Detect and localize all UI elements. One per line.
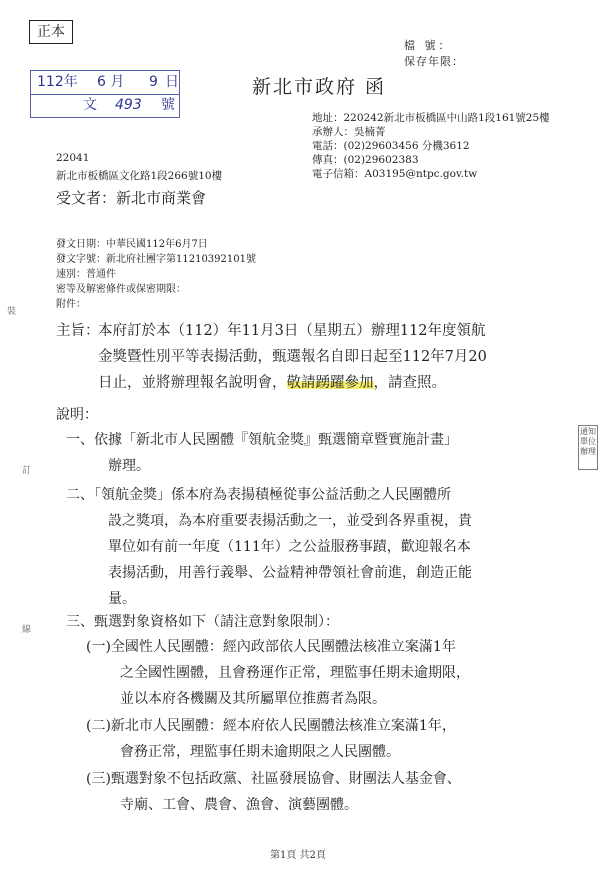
item-2-line-4: 表揚活動，用善行義舉、公益精神帶領社會前進，創造正能: [108, 565, 472, 581]
routing-stamp: 通知單位辦理: [578, 425, 598, 470]
fax-number: 傳真：(02)29602383: [312, 154, 419, 166]
phone-number: 電話：(02)29603456 分機3612: [312, 140, 470, 152]
recipient-name: 受文者：新北市商業會: [56, 189, 207, 207]
sub-item-1-line-2: 之全國性團體，且會務運作正常，理監事任期未逾期限，: [120, 665, 470, 681]
sub-item-3-line-1: (三)甄選對象不包括政黨、社區發展協會、財團法人基金會、: [86, 771, 461, 787]
order-mark: 訂: [22, 466, 32, 476]
recipient-address: 新北市板橋區文化路1段266號10樓: [56, 170, 223, 182]
subject-line-1: 本府訂於本（112）年11月3日（星期五）辦理112年度領航: [98, 323, 486, 339]
stamp-doc-number: 493: [115, 97, 142, 113]
stamp-month: 6 月: [97, 74, 125, 90]
subject-label: 主旨：: [56, 323, 100, 339]
sub-item-2-line-1: (二)新北市人民團體：經本府依人民團體法核准立案滿1年，: [86, 718, 456, 734]
retention-period-label: 保存年限：: [404, 55, 464, 68]
file-number-label: 檔 號：: [404, 39, 453, 52]
document-number: 發文字號：新北府社團字第11210392101號: [56, 254, 256, 265]
received-date-stamp: [30, 70, 180, 118]
item-1-line-2: 辦理。: [108, 458, 150, 474]
item-2-line-1: 二、「領航金獎」係本府為表揚積極從事公益活動之人民團體所: [66, 487, 451, 503]
copy-type-label: 正本: [29, 20, 73, 44]
issue-date: 發文日期：中華民國112年6月7日: [56, 239, 208, 250]
stamp-year: 112年: [37, 74, 78, 90]
secrecy-level: 密等及解密條件或保密期限：: [56, 284, 186, 295]
binding-mark: 裝: [7, 307, 17, 317]
item-1-line-1: 一、依據「新北市人民團體『領航金獎』甄選簡章暨實施計畫」: [66, 432, 458, 448]
agency-address: 地址：220242新北市板橋區中山路1段161號25樓: [312, 112, 550, 124]
sub-item-3-line-2: 寺廟、工會、農會、漁會、演藝團體。: [120, 797, 358, 813]
highlighted-invitation: 敬請踴躍參加: [286, 375, 374, 391]
document-title: 新北市政府 函: [252, 76, 387, 98]
page-footer: 第1頁 共2頁: [270, 850, 326, 861]
sub-item-1-line-3: 並以本府各機關及其所屬單位推薦者為限。: [120, 691, 386, 707]
stamp-day: 9: [149, 74, 158, 90]
item-2-line-2: 設之獎項，為本府重要表揚活動之一，並受到各界重視，貴: [108, 513, 472, 529]
delivery-speed: 速別：普通件: [56, 269, 116, 280]
recipient-postcode: 22041: [56, 152, 90, 164]
subject-line-2: 金獎暨性別平等表揚活動，甄選報名自即日起至112年7月20: [98, 349, 487, 365]
item-2-line-3: 單位如有前一年度（111年）之公益服務事蹟，歡迎報名本: [108, 539, 471, 555]
email-address: 電子信箱：A03195@ntpc.gov.tw: [312, 168, 478, 180]
item-2-line-5: 量。: [108, 591, 136, 607]
item-3-line-1: 三、甄選對象資格如下（請注意對象限制）：: [66, 614, 339, 630]
subject-line-3-end: ，請查照。: [373, 375, 446, 391]
sub-item-2-line-2: 會務正常，理監事任期未逾期限之人民團體。: [120, 744, 400, 760]
handler-name: 承辦人：吳楠菁: [312, 126, 386, 138]
stamp-doc-char: 文: [83, 97, 97, 113]
subject-line-3-start: 日止，並將辦理報名說明會，: [98, 375, 287, 391]
stamp-day-unit: 日: [165, 74, 179, 90]
explanation-label: 說明：: [56, 407, 98, 423]
subject-line-3: [98, 370, 446, 396]
line-mark: 線: [22, 625, 32, 635]
stamp-doc-unit: 號: [161, 97, 175, 113]
attachment-label: 附件：: [56, 299, 86, 310]
sub-item-1-line-1: (一)全國性人民團體：經內政部依人民團體法核准立案滿1年: [86, 639, 456, 655]
